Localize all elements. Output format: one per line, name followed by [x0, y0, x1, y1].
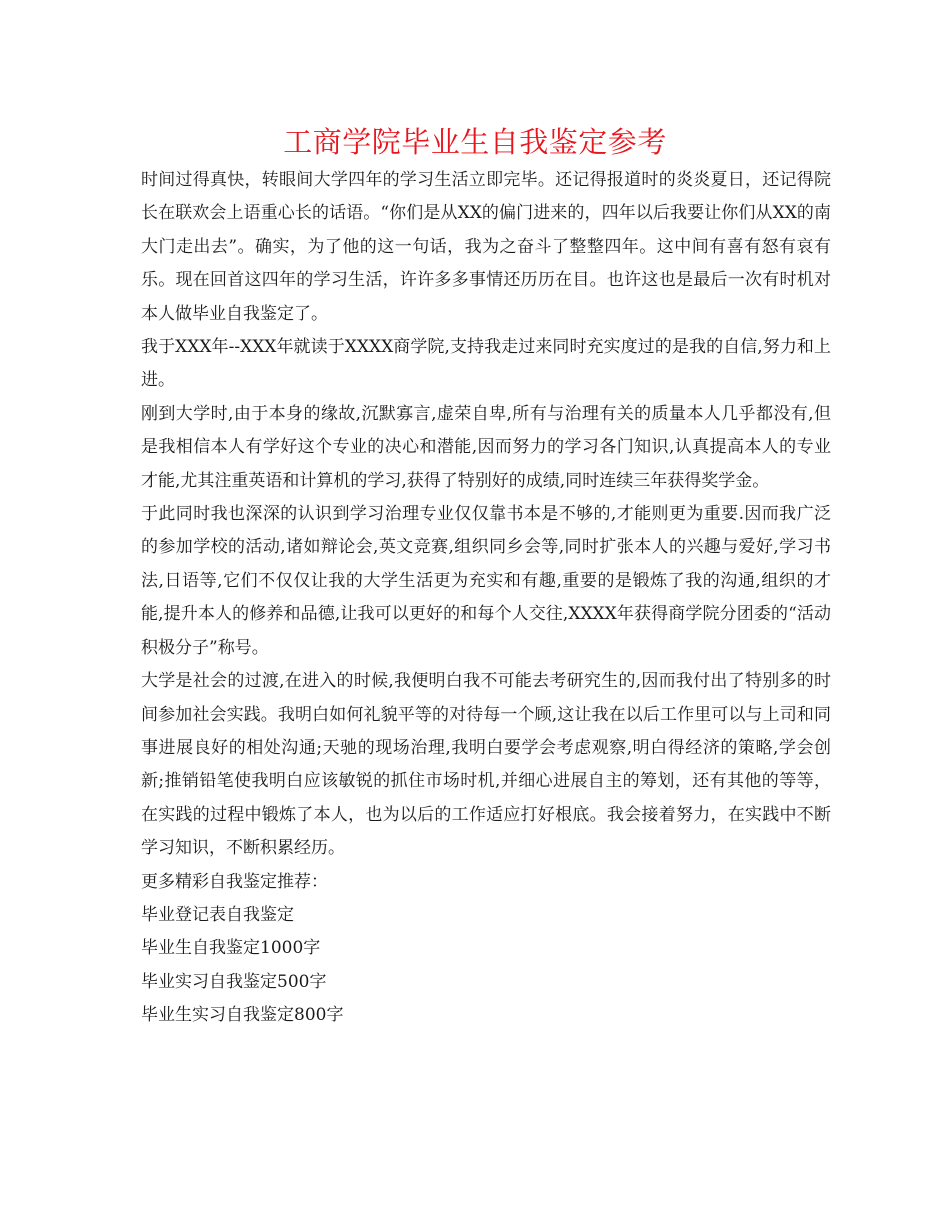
recommendation-link[interactable]: 毕业生自我鉴定1000字 [141, 938, 321, 959]
recommendation-link[interactable]: 毕业实习自我鉴定500字 [141, 971, 327, 992]
document-body [141, 164, 831, 1033]
more-recommendations-heading: 更多精彩自我鉴定推荐： [141, 871, 328, 892]
paragraph-study-period: 我于XXX年--XXX年就读于XXXX商学院,支持我走过来同时充实度过的是我的自信,努力和上进。 [141, 337, 831, 391]
paragraph-intro: 时间过得真快，转眼间大学四年的学习生活立即完毕。还记得报道时的炎炎夏日，还记得院长在联欢会上语重心长的话语。“你们是从XX的偏门进来的，四年以后我要让你们从XX的南大门走出去”。确实，为了他的这一句话，我为之奋斗了整整四年。这中间有喜有怒有哀有乐。现在回首这四年的学习生活，许许多多事情还历历在目。也许这也是最后一次有时机对本人做毕业自我鉴定了。 [141, 170, 831, 324]
recommendation-link[interactable]: 毕业登记表自我鉴定 [141, 904, 294, 925]
document-title: 工商学院毕业生自我鉴定参考 [283, 125, 667, 159]
recommendation-link[interactable]: 毕业生实习自我鉴定800字 [141, 1005, 344, 1026]
paragraph-practice: 大学是社会的过渡,在进入的时候,我便明白我不可能去考研究生的,因而我付出了特别多的时间参加社会实践。我明白如何礼貌平等的对待每一个顾,这让我在以后工作里可以与上司和同事进展良好的相处沟通;天驰的现场治理,我明白要学会考虑观察,明白得经济的策略,学会创新;推销铅笔使我明白应该敏锐的抓住市场时机,并细心进展自主的筹划，还有其他的等等，在实践的过程中锻炼了本人，也为以后的工作适应打好根底。我会接着努力，在实践中不断学习知识，不断积累经历。 [141, 671, 831, 859]
paragraph-activities: 于此同时我也深深的认识到学习治理专业仅仅靠书本是不够的,才能则更为重要.因而我广泛的参加学校的活动,诸如辩论会,英文竞赛,组织同乡会等,同时扩张本人的兴趣与爱好,学习书法,日语等,它们不仅仅让我的大学生活更为充实和有趣,重要的是锻炼了我的沟通,组织的才能,提升本人的修养和品德,让我可以更好的和每个人交往,XXXX年获得商学院分团委的“活动积极分子”称号。 [141, 504, 831, 658]
paragraph-study: 刚到大学时,由于本身的缘故,沉默寡言,虚荣自卑,所有与治理有关的质量本人几乎都没有,但是我相信本人有学好这个专业的决心和潜能,因而努力的学习各门知识,认真提高本人的专业才能,尤其注重英语和计算机的学习,获得了特别好的成绩,同时连续三年获得奖学金。 [141, 403, 831, 491]
